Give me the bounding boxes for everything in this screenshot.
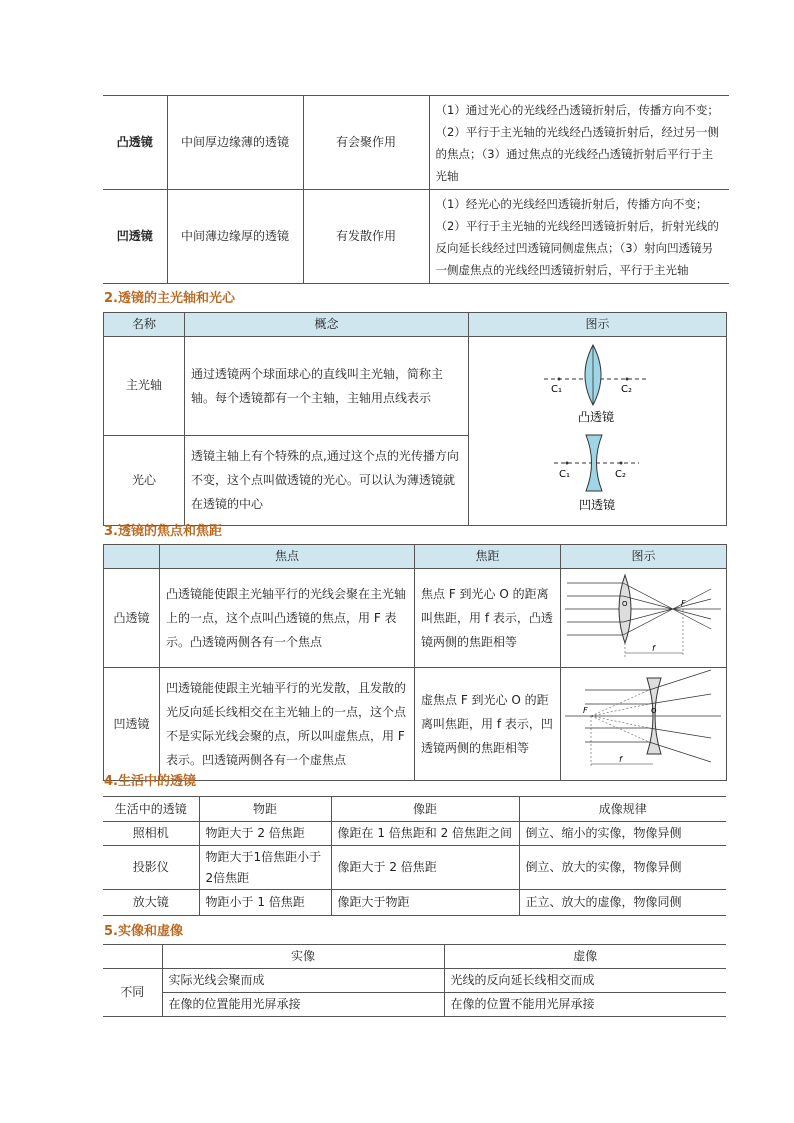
concave-focus-figure bbox=[561, 668, 725, 772]
concave-rule: （1）经光心的光线经凹透镜折射后，传播方向不变；（2）平行于主光轴的光线经凹透镜折射后，折射光线的反向延长线经过凹透镜同侧虚焦点；（3）射向凹透镜另一侧虚焦点的光线经凹透镜折射后，平行于主光轴 bbox=[429, 190, 729, 284]
section-3-title: 3.透镜的焦点和焦距 bbox=[104, 524, 222, 539]
focus-convex-dist: 焦点 F 到光心 O 的距离叫焦距，用 f 表示，凸透镜两侧的焦距相等 bbox=[415, 569, 561, 668]
axis-row-desc: 通过透镜两个球面球心的直线叫主光轴，简称主轴。每个透镜都有一个主轴，主轴用点线表示 bbox=[185, 337, 469, 436]
focus-concave-desc: 凹透镜能使跟主光轴平行的光发散，且发散的光反向延长线相交在主光轴上的一点，这个点不是实际光线会聚的点，所以叫虚焦点，用 F 表示。凹透镜两侧各有一个虚焦点 bbox=[160, 668, 415, 781]
convex-rule: （1）通过光心的光线经凸透镜折射后，传播方向不变；（2）平行于主光轴的光线经凸透镜折射后，经过另一侧的焦点；（3）通过焦点的光线经凸透镜折射后平行于主光轴 bbox=[429, 96, 729, 190]
image-header-virtual: 虚像 bbox=[444, 945, 726, 969]
image-header-blank bbox=[103, 945, 162, 969]
life-header-rule: 成像规律 bbox=[519, 797, 726, 822]
projector-obj: 物距大于1倍焦距小于2倍焦距 bbox=[199, 846, 331, 890]
magnifier-name: 放大镜 bbox=[103, 890, 199, 916]
center-row-name: 光心 bbox=[104, 435, 185, 525]
focus-concave-fig-cell bbox=[561, 668, 727, 781]
convex-label: 凸透镜 bbox=[578, 410, 615, 424]
axis-header-desc: 概念 bbox=[185, 313, 469, 337]
life-header-name: 生活中的透镜 bbox=[103, 797, 199, 822]
convex-c1-label: C₁ bbox=[551, 384, 562, 395]
focus-header-blank bbox=[104, 545, 160, 569]
focus-header-focus: 焦点 bbox=[160, 545, 415, 569]
convex-F-label: F bbox=[681, 599, 686, 608]
image-virtual-row2: 在像的位置不能用光屏承接 bbox=[444, 993, 726, 1017]
camera-name: 照相机 bbox=[103, 822, 199, 846]
center-row-desc: 透镜主轴上有个特殊的点,通过这个点的光传播方向不变，这个点叫做透镜的光心。可以认为薄透镜就在透镜的中心 bbox=[185, 435, 469, 525]
focus-table bbox=[103, 544, 727, 781]
axis-figure-cell bbox=[469, 337, 727, 526]
convex-f-label: f bbox=[652, 644, 655, 653]
image-virtual-row1: 光线的反向延长线相交而成 bbox=[444, 969, 726, 993]
life-header-img: 像距 bbox=[331, 797, 519, 822]
life-header-obj: 物距 bbox=[199, 797, 331, 822]
focus-convex-name: 凸透镜 bbox=[104, 569, 160, 668]
projector-img: 像距大于 2 倍焦距 bbox=[331, 846, 519, 890]
concave-F-label: F bbox=[583, 706, 588, 715]
image-type-table bbox=[103, 944, 726, 1017]
axis-row-name: 主光轴 bbox=[104, 337, 185, 436]
projector-rule: 倒立、放大的实像，物像异侧 bbox=[519, 846, 726, 890]
image-header-real: 实像 bbox=[162, 945, 444, 969]
concave-f-label: f bbox=[619, 755, 622, 764]
section-5-title: 5.实像和虚像 bbox=[104, 924, 183, 939]
axis-table bbox=[103, 312, 727, 526]
focus-header-fig: 图示 bbox=[561, 545, 727, 569]
concave-effect: 有发散作用 bbox=[303, 190, 429, 284]
concave-shape: 中间薄边缘厚的透镜 bbox=[167, 190, 303, 284]
section-4-title: 4.生活中的透镜 bbox=[104, 774, 196, 789]
axis-header-fig: 图示 bbox=[469, 313, 727, 337]
convex-name: 凸透镜 bbox=[103, 96, 167, 190]
focus-convex-fig-cell bbox=[561, 569, 727, 668]
focus-header-dist: 焦距 bbox=[415, 545, 561, 569]
image-diff-label: 不同 bbox=[103, 969, 162, 1017]
convex-focus-figure bbox=[561, 569, 725, 659]
section-2-title: 2.透镜的主光轴和光心 bbox=[104, 291, 235, 306]
convex-shape: 中间厚边缘薄的透镜 bbox=[167, 96, 303, 190]
image-real-row1: 实际光线会聚而成 bbox=[162, 969, 444, 993]
concave-c1-label: C₁ bbox=[559, 469, 570, 480]
image-real-row2: 在像的位置能用光屏承接 bbox=[162, 993, 444, 1017]
concave-name: 凹透镜 bbox=[103, 190, 167, 284]
lens-type-table bbox=[103, 95, 729, 284]
magnifier-img: 像距大于物距 bbox=[331, 890, 519, 916]
life-lens-table bbox=[103, 796, 726, 916]
focus-concave-name: 凹透镜 bbox=[104, 668, 160, 781]
convex-effect: 有会聚作用 bbox=[303, 96, 429, 190]
concave-label: 凹透镜 bbox=[579, 498, 616, 512]
magnifier-obj: 物距小于 1 倍焦距 bbox=[199, 890, 331, 916]
camera-img: 像距在 1 倍焦距和 2 倍焦距之间 bbox=[331, 822, 519, 846]
camera-obj: 物距大于 2 倍焦距 bbox=[199, 822, 331, 846]
concave-c2-label: C₂ bbox=[615, 469, 626, 480]
convex-c2-label: C₂ bbox=[621, 384, 632, 395]
axis-header-name: 名称 bbox=[104, 313, 185, 337]
focus-convex-desc: 凸透镜能使跟主光轴平行的光线会聚在主光轴上的一点，这个点叫凸透镜的焦点，用 F 表示。凸透镜两侧各有一个焦点 bbox=[160, 569, 415, 668]
projector-name: 投影仪 bbox=[103, 846, 199, 890]
lens-axis-figure bbox=[469, 337, 725, 517]
focus-concave-dist: 虚焦点 F 到光心 O 的距离叫焦距，用 f 表示，凹透镜两侧的焦距相等 bbox=[415, 668, 561, 781]
convex-O-label: O bbox=[622, 600, 628, 608]
magnifier-rule: 正立、放大的虚像，物像同侧 bbox=[519, 890, 726, 916]
concave-O-label: O bbox=[651, 707, 657, 715]
camera-rule: 倒立、缩小的实像，物像异侧 bbox=[519, 822, 726, 846]
convex-lens-icon bbox=[619, 575, 631, 643]
